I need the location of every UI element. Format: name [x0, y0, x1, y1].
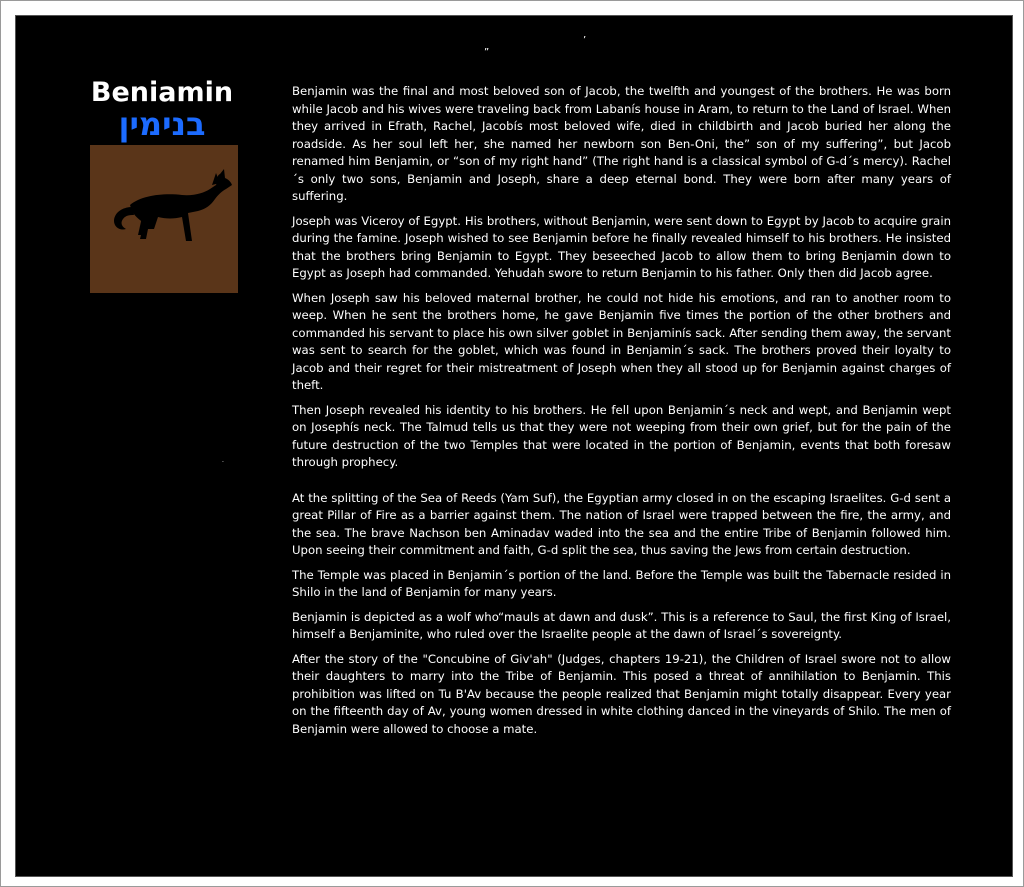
tribe-emblem — [90, 145, 238, 293]
paragraph: Benjamin is depicted as a wolf who“mauls at dawn and dusk”. This is a reference to Saul, the first King of Israel, himself a Benjaminite, who ruled over the Israelite people at the dawn of Israel´s sovereignty. — [292, 609, 951, 641]
stray-mark: . — [222, 457, 224, 464]
paragraph: Then Joseph revealed his identity to his brothers. He fell upon Benjamin´s neck and wept, and Benjamin wept on Josephís neck. The Talmud tells us that they were not weeping from their own grief, but for the pain of the future destruction of the two Temples that were located in the portion of Benjamin, events that both foresaw through prophecy. — [292, 402, 951, 469]
wolf-icon — [90, 145, 238, 293]
paragraph: When Joseph saw his beloved maternal brother, he could not hide his emotions, and ran to another room to weep. When he sent the brothers home, he gave Benjamin five times the portion of the other brothers and commanded his servant to place his own silver goblet in Benjaminís sack. After sending them away, the servant was sent to search for the goblet, which was found in Benjamin´s sack. The brothers proved their loyalty to Jacob and their regret for their mistreatment of Joseph when they all stood up for Benjamin against charges of theft. — [292, 290, 951, 392]
stray-mark: ’ — [583, 35, 587, 46]
paragraph: The Temple was placed in Benjamin´s portion of the land. Before the Temple was built the Tabernacle resided in Shilo in the land of Benjamin for many years. — [292, 567, 951, 599]
paragraph: After the story of the "Concubine of Giv'ah" (Judges, chapters 19-21), the Children of Israel swore not to allow their daughters to marry into the Tribe of Benjamin. This posed a threat of annihilation to Benjamin. This prohibition was lifted on Tu B'Av because the people realized that Benjamin might totally disappear. Every year on the fifteenth day of Av, young women dressed in white clothing danced in the vineyards of Shilo. The men of Benjamin were allowed to choose a mate. — [292, 651, 951, 736]
paragraph: Benjamin was the final and most beloved son of Jacob, the twelfth and youngest of the brothers. He was born while Jacob and his wives were traveling back from Labanís house in Aram, to return to the Land of Israel. When they arrived in Efrath, Rachel, Jacobís most beloved wife, died in childbirth and Jacob buried her along the roadside. As her soul left her, she named her newborn son Ben-Oni, the” son of my suffering”, but Jacob renamed him Benjamin, or “son of my right hand” (The right hand is a classical symbol of G-d´s mercy). Rachel´s only two sons, Benjamin and Joseph, share a deep eternal bond. They were born after many years of suffering. — [292, 84, 951, 203]
stray-mark: ” — [484, 47, 490, 58]
content-panel — [15, 15, 1013, 877]
paragraph: At the splitting of the Sea of Reeds (Yam Suf), the Egyptian army closed in on the escaping Israelites. G-d sent a great Pillar of Fire as a barrier against them. The nation of Israel were trapped between the fire, the army, and the sea. The brave Nachson ben Aminadav waded into the sea and the entire Tribe of Benjamin followed him. Upon seeing their commitment and faith, G-d split the sea, thus saving the Jews from certain destruction. — [292, 490, 951, 557]
article-body — [292, 83, 951, 745]
title-english: Beniamin — [90, 77, 234, 108]
paragraph: Joseph was Viceroy of Egypt. His brothers, without Benjamin, were sent down to Egypt by Jacob to acquire grain during the famine. Joseph wished to see Benjamin before he finally revealed himself to his brothers. He insisted that the brothers bring Benjamin to Egypt. They beseeched Jacob to allow them to bring Benjamin down to Egypt as Joseph had commanded. Yehudah swore to return Benjamin to his father. Only then did Jacob agree. — [292, 213, 951, 280]
title-hebrew: בנימין — [118, 105, 206, 143]
